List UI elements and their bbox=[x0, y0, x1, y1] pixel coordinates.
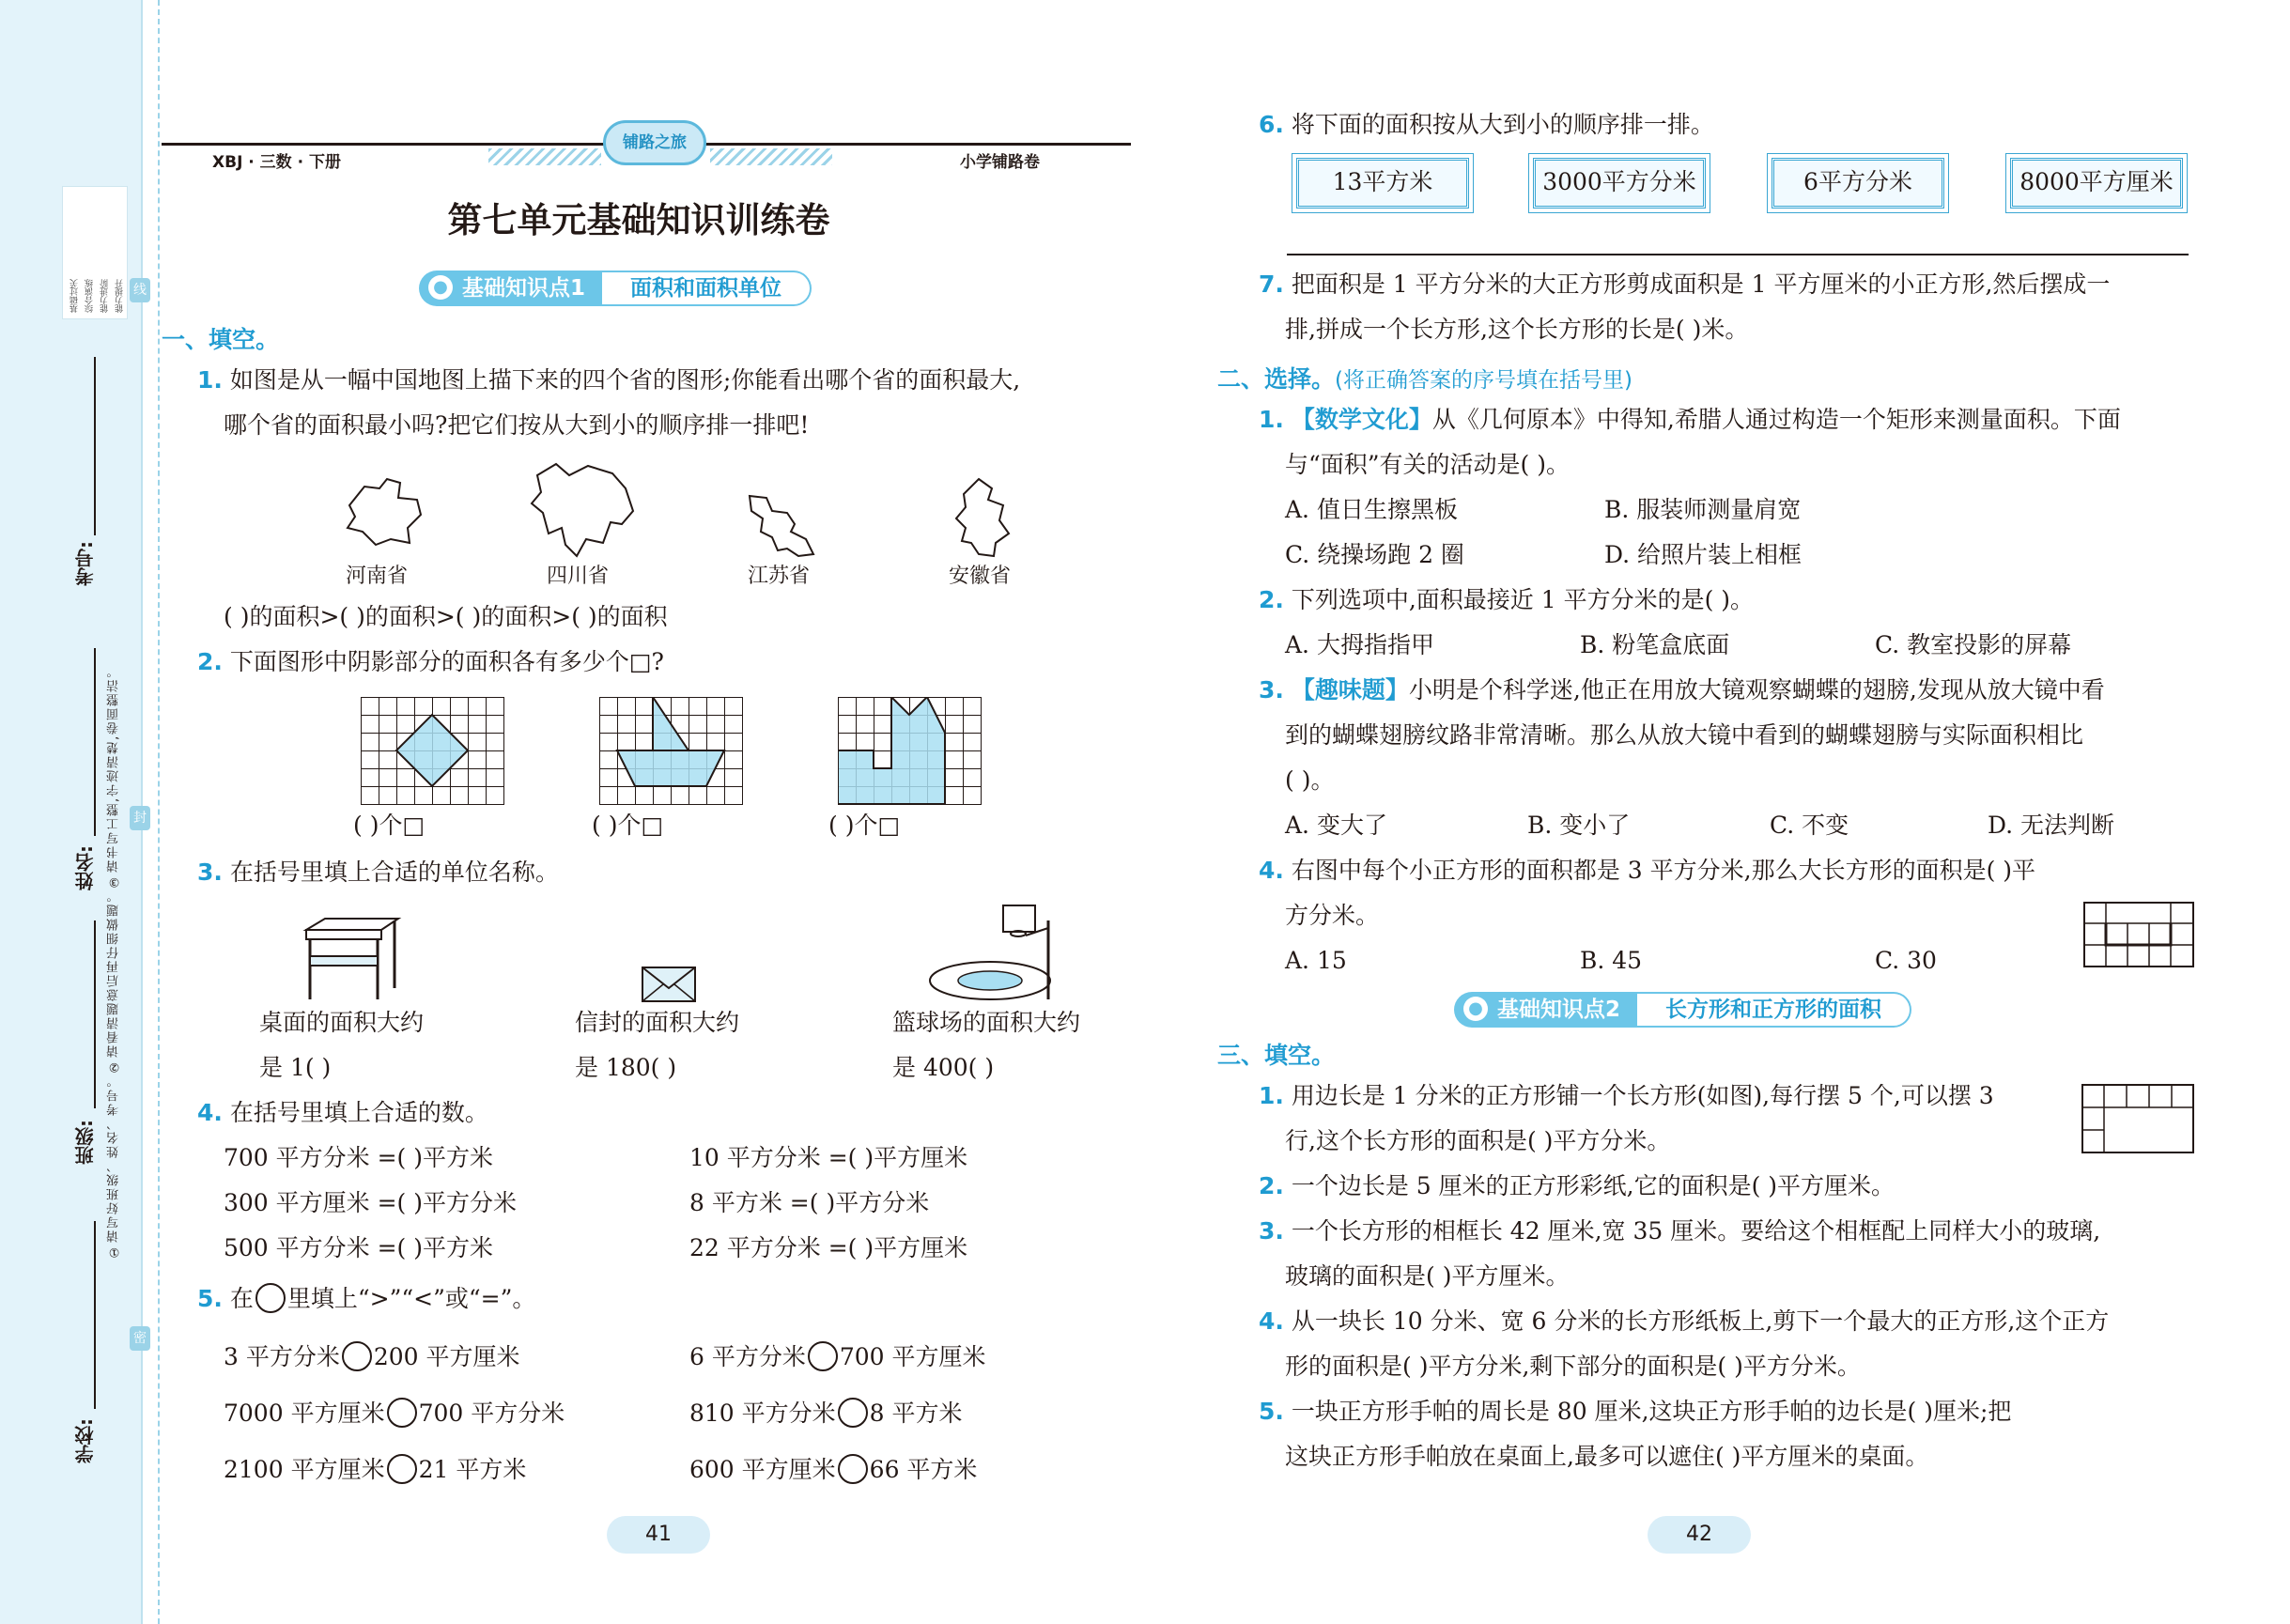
question-7-line-2[interactable]: 排,拼成一个长方形,这个长方形的长是( )米。 bbox=[1285, 316, 1749, 343]
question-number: 5. bbox=[197, 1285, 223, 1312]
tiling-figure bbox=[2081, 1084, 2194, 1153]
envelope-answer[interactable]: 是 180( ) bbox=[575, 1054, 677, 1081]
option[interactable]: C. 30 bbox=[1875, 947, 1937, 974]
question-5 bbox=[197, 1283, 535, 1313]
conversion-item[interactable]: 300 平方厘米 =( )平方分米 bbox=[224, 1189, 518, 1216]
page-number-right: 42 bbox=[1648, 1516, 1751, 1554]
compare-item bbox=[689, 1341, 986, 1371]
question-text: 在括号里填上合适的数。 bbox=[229, 1099, 488, 1126]
question-4 bbox=[197, 1099, 488, 1127]
binding-instructions: ①请写好班级、姓名、考号。②请看清题意后再仔细做题。③请书写工整,字迹清楚,卷面整洁。 bbox=[107, 663, 121, 1259]
knowledge-point-tag-text: 基础知识点1 bbox=[462, 276, 586, 301]
section-heading: 一、填空。 bbox=[162, 326, 280, 353]
compare-left: 600 平方厘米 bbox=[689, 1456, 836, 1483]
question-text: 里填上“>”“<”或“=”。 bbox=[286, 1285, 536, 1312]
compare-right: 700 平方分米 bbox=[418, 1400, 565, 1427]
compare-left: 2100 平方厘米 bbox=[224, 1456, 385, 1483]
conversion-item[interactable]: 10 平方分米 =( )平方厘米 bbox=[689, 1144, 968, 1171]
school-label: 学校: bbox=[74, 1418, 97, 1463]
question-1 bbox=[197, 366, 1020, 394]
compare-circle[interactable] bbox=[387, 1398, 417, 1428]
question-number: 4. bbox=[197, 1099, 223, 1126]
compare-right: 200 平方厘米 bbox=[373, 1343, 520, 1370]
question-3 bbox=[197, 858, 559, 887]
answer-blank-3[interactable]: ( )个□ bbox=[828, 812, 901, 839]
series-name: 小学铺路卷 bbox=[960, 153, 1040, 172]
answer-blank-2[interactable]: ( )个□ bbox=[592, 812, 664, 839]
area-card: 8000平方厘米 bbox=[2010, 158, 2183, 209]
compare-right: 66 平方米 bbox=[869, 1456, 978, 1483]
choice-3-line-3[interactable]: ( )。 bbox=[1285, 766, 1335, 794]
compare-left: 810 平方分米 bbox=[689, 1400, 836, 1427]
grid-figure-cat bbox=[838, 697, 982, 805]
section-title: 二、选择。 bbox=[1217, 365, 1336, 393]
answer-blank-1[interactable]: ( )个□ bbox=[353, 812, 426, 839]
page-title: 第七单元基础知识训练卷 bbox=[447, 200, 830, 240]
area-card: 3000平方分米 bbox=[1533, 158, 1706, 209]
question-number: 4. bbox=[1259, 857, 1284, 884]
compare-right: 700 平方厘米 bbox=[839, 1343, 986, 1370]
fill-5-line-2[interactable]: 这块正方形手帕放在桌面上,最多可以遮住( )平方厘米的桌面。 bbox=[1285, 1443, 1929, 1470]
option[interactable]: A. 变大了 bbox=[1285, 812, 1387, 839]
boat-shape bbox=[599, 697, 743, 805]
compare-circle[interactable] bbox=[808, 1341, 838, 1371]
compare-item bbox=[224, 1454, 526, 1484]
name-label: 姓名: bbox=[74, 845, 97, 890]
fill-3 bbox=[1259, 1217, 2100, 1245]
header-stripe bbox=[488, 148, 601, 165]
fill-2 bbox=[1259, 1172, 1895, 1200]
knowledge-point-name: 长方形和正方形的面积 bbox=[1637, 992, 1911, 1028]
compare-circle[interactable] bbox=[387, 1454, 417, 1484]
book-code: XBJ · 三数 · 下册 bbox=[212, 153, 341, 172]
compare-right: 8 平方米 bbox=[869, 1400, 963, 1427]
conversion-item[interactable]: 22 平方分米 =( )平方厘米 bbox=[689, 1234, 968, 1261]
compare-left: 7000 平方厘米 bbox=[224, 1400, 385, 1427]
compare-item bbox=[689, 1398, 963, 1428]
student-icon: ● bbox=[1463, 997, 1488, 1021]
compare-left: 6 平方分米 bbox=[689, 1343, 806, 1370]
question-text: 右图中每个小正方形的面积都是 3 平方分米,那么大长方形的面积是( )平 bbox=[1291, 857, 2036, 884]
question-number: 2. bbox=[1259, 1172, 1284, 1199]
choice-1-line-2[interactable]: 与“面积”有关的活动是( )。 bbox=[1285, 451, 1571, 478]
id-label: 考号: bbox=[74, 541, 97, 586]
compare-item bbox=[224, 1398, 565, 1428]
conversion-item[interactable]: 500 平方分米 =( )平方米 bbox=[224, 1234, 494, 1261]
fill-1-line-2[interactable]: 行,这个长方形的面积是( )平方分米。 bbox=[1285, 1127, 1671, 1154]
question-tag: 【数学文化】 bbox=[1291, 406, 1432, 433]
desk-icon bbox=[297, 917, 404, 1003]
question-number: 2. bbox=[197, 648, 223, 675]
compare-circle[interactable] bbox=[838, 1398, 868, 1428]
class-label: 班级: bbox=[74, 1120, 97, 1165]
question-number: 1. bbox=[197, 366, 223, 394]
question-number: 3. bbox=[197, 858, 223, 886]
question-number: 6. bbox=[1259, 111, 1284, 138]
choice-4 bbox=[1259, 857, 2035, 885]
choice-3-line-2: 到的蝴蝶翅膀纹路非常清晰。那么从放大镜中看到的蝴蝶翅膀与实际面积相比 bbox=[1285, 721, 2084, 749]
ranking-blanks[interactable]: ( )的面积>( )的面积>( )的面积>( )的面积 bbox=[224, 603, 668, 630]
question-6 bbox=[1259, 111, 1714, 139]
page-number-left: 41 bbox=[607, 1516, 710, 1554]
choice-2 bbox=[1259, 586, 1754, 614]
option[interactable]: B. 45 bbox=[1580, 947, 1643, 974]
court-caption: 篮球场的面积大约 bbox=[892, 1009, 1081, 1036]
option[interactable]: A. 值日生擦黑板 bbox=[1285, 496, 1458, 523]
seal-mark: 密 bbox=[130, 1326, 150, 1351]
option[interactable]: A. 大拇指指甲 bbox=[1285, 631, 1434, 658]
desk-caption: 桌面的面积大约 bbox=[259, 1009, 425, 1036]
fill-1 bbox=[1259, 1082, 1994, 1110]
henan-map-icon bbox=[342, 473, 426, 549]
question-text: 下面图形中阴影部分的面积各有多少个□? bbox=[229, 648, 664, 675]
anhui-map-icon bbox=[951, 475, 1016, 562]
section-heading bbox=[1217, 361, 1632, 394]
envelope-icon bbox=[641, 966, 697, 1003]
fill-5 bbox=[1259, 1398, 2011, 1426]
id-field[interactable] bbox=[94, 357, 96, 535]
choice-3 bbox=[1259, 676, 2105, 704]
grid-figure-boat bbox=[599, 697, 743, 805]
option[interactable]: B. 服装师测量肩宽 bbox=[1604, 496, 1802, 523]
rectangle-puzzle-figure bbox=[2083, 902, 2194, 967]
question-text: 从《几何原本》中得知,希腊人通过构造一个矩形来测量面积。下面 bbox=[1431, 406, 2121, 433]
class-field[interactable] bbox=[94, 920, 96, 1108]
option[interactable]: A. 15 bbox=[1285, 947, 1347, 974]
jiangsu-map-icon bbox=[744, 490, 819, 562]
question-text: 一个长方形的相框长 42 厘米,宽 35 厘米。要给这个相框配上同样大小的玻璃, bbox=[1291, 1217, 2101, 1245]
conversion-item[interactable]: 700 平方分米 =( )平方米 bbox=[224, 1144, 494, 1171]
question-text[interactable]: 一个边长是 5 厘米的正方形彩纸,它的面积是( )平方厘米。 bbox=[1291, 1172, 1895, 1199]
question-text: 把面积是 1 平方分米的大正方形剪成面积是 1 平方厘米的小正方形,然后摆成一 bbox=[1291, 271, 2111, 298]
level-tab-item: 综合演练 bbox=[85, 279, 95, 313]
level-tab-item: 能力提升 bbox=[116, 279, 125, 313]
option[interactable]: B. 粉笔盒底面 bbox=[1580, 631, 1730, 658]
question-text: 在 bbox=[229, 1285, 254, 1312]
sichuan-map-icon bbox=[528, 456, 641, 562]
compare-circle[interactable] bbox=[838, 1454, 868, 1484]
basketball-court-icon bbox=[928, 902, 1069, 1007]
seal-mark: 线 bbox=[130, 278, 150, 302]
question-number: 4. bbox=[1259, 1307, 1284, 1335]
diamond-shape bbox=[361, 697, 504, 805]
question-number: 1. bbox=[1259, 1082, 1284, 1109]
fill-3-line-2[interactable]: 玻璃的面积是( )平方厘米。 bbox=[1285, 1262, 1570, 1290]
desk-answer[interactable]: 是 1( ) bbox=[259, 1054, 332, 1081]
compare-left: 3 平方分米 bbox=[224, 1343, 340, 1370]
section-heading: 三、填空。 bbox=[1217, 1042, 1336, 1069]
school-field[interactable] bbox=[94, 1221, 96, 1409]
option[interactable]: B. 变小了 bbox=[1527, 812, 1631, 839]
brand-logo: 铺路之旅 bbox=[603, 120, 706, 165]
knowledge-point-name: 面积和面积单位 bbox=[602, 271, 812, 306]
question-text: 用边长是 1 分米的正方形铺一个长方形(如图),每行摆 5 个,可以摆 3 bbox=[1291, 1082, 1994, 1109]
fill-4-line-2[interactable]: 形的面积是( )平方分米,剩下部分的面积是( )平方分米。 bbox=[1285, 1353, 1861, 1380]
conversion-item[interactable]: 8 平方米 =( )平方分米 bbox=[689, 1189, 930, 1216]
compare-circle[interactable] bbox=[342, 1341, 372, 1371]
option[interactable]: C. 教室投影的屏幕 bbox=[1875, 631, 2072, 658]
question-text: 将下面的面积按从大到小的顺序排一排。 bbox=[1291, 111, 1714, 138]
level-tab-item: 基础过关 bbox=[70, 279, 80, 313]
option[interactable]: C. 不变 bbox=[1770, 812, 1849, 839]
answer-line[interactable] bbox=[1287, 254, 2189, 255]
fill-4 bbox=[1259, 1307, 2109, 1336]
level-tab-box bbox=[62, 186, 128, 319]
court-answer[interactable]: 是 400( ) bbox=[892, 1054, 995, 1081]
area-card: 6平方分米 bbox=[1772, 158, 1944, 209]
knowledge-point-2 bbox=[1454, 992, 1911, 1028]
grid-figure-diamond bbox=[361, 697, 504, 805]
knowledge-point-tag bbox=[419, 271, 602, 306]
option[interactable]: D. 给照片装上相框 bbox=[1604, 541, 1803, 568]
question-number: 2. bbox=[1259, 586, 1284, 613]
knowledge-point-1 bbox=[419, 271, 812, 306]
question-text: 如图是从一幅中国地图上描下来的四个省的图形;你能看出哪个省的面积最大, bbox=[229, 366, 1021, 394]
province-label: 河南省 bbox=[346, 565, 409, 588]
header-stripe bbox=[710, 148, 832, 165]
question-number: 5. bbox=[1259, 1398, 1284, 1425]
question-number: 7. bbox=[1259, 271, 1284, 298]
knowledge-point-tag bbox=[1454, 992, 1637, 1028]
province-label: 四川省 bbox=[547, 565, 610, 588]
question-tag: 【趣味题】 bbox=[1291, 676, 1409, 704]
question-1-line-2: 哪个省的面积最小吗?把它们按从大到小的顺序排一排吧! bbox=[224, 411, 810, 439]
knowledge-point-tag-text: 基础知识点2 bbox=[1497, 998, 1621, 1022]
question-text: 小明是个科学迷,他正在用放大镜观察蝴蝶的翅膀,发现从放大镜中看 bbox=[1408, 676, 2105, 704]
option[interactable]: C. 绕操场跑 2 圈 bbox=[1285, 541, 1464, 568]
province-label: 安徽省 bbox=[949, 565, 1012, 588]
choice-1 bbox=[1259, 406, 2121, 434]
option[interactable]: D. 无法判断 bbox=[1988, 812, 2115, 839]
question-text: 在括号里填上合适的单位名称。 bbox=[229, 858, 559, 886]
envelope-caption: 信封的面积大约 bbox=[575, 1009, 740, 1036]
choice-4-line-2: 方分米。 bbox=[1285, 902, 1380, 929]
question-text: 从一块长 10 分米、宽 6 分米的长方形纸板上,剪下一个最大的正方形,这个正方 bbox=[1291, 1307, 2110, 1335]
question-text[interactable]: 一块正方形手帕的周长是 80 厘米,这块正方形手帕的边长是( )厘米;把 bbox=[1291, 1398, 2012, 1425]
compare-right: 21 平方米 bbox=[418, 1456, 527, 1483]
compare-item bbox=[224, 1341, 520, 1371]
area-card: 13平方米 bbox=[1296, 158, 1469, 209]
province-label: 江苏省 bbox=[748, 565, 811, 588]
student-icon: ● bbox=[428, 275, 453, 300]
compare-item bbox=[689, 1454, 977, 1484]
level-tab-item: 能力进阶 bbox=[101, 279, 110, 313]
question-text: 下列选项中,面积最接近 1 平方分米的是( )。 bbox=[1291, 586, 1755, 613]
question-number: 1. bbox=[1259, 406, 1284, 433]
question-number: 3. bbox=[1259, 1217, 1284, 1245]
question-number: 3. bbox=[1259, 676, 1284, 704]
seal-mark: 封 bbox=[130, 806, 150, 830]
circle-icon bbox=[255, 1283, 286, 1313]
question-7 bbox=[1259, 271, 2110, 299]
cat-shape bbox=[838, 697, 982, 805]
question-2 bbox=[197, 648, 664, 676]
section-note: (将正确答案的序号填在括号里) bbox=[1335, 368, 1632, 393]
name-field[interactable] bbox=[94, 648, 96, 836]
